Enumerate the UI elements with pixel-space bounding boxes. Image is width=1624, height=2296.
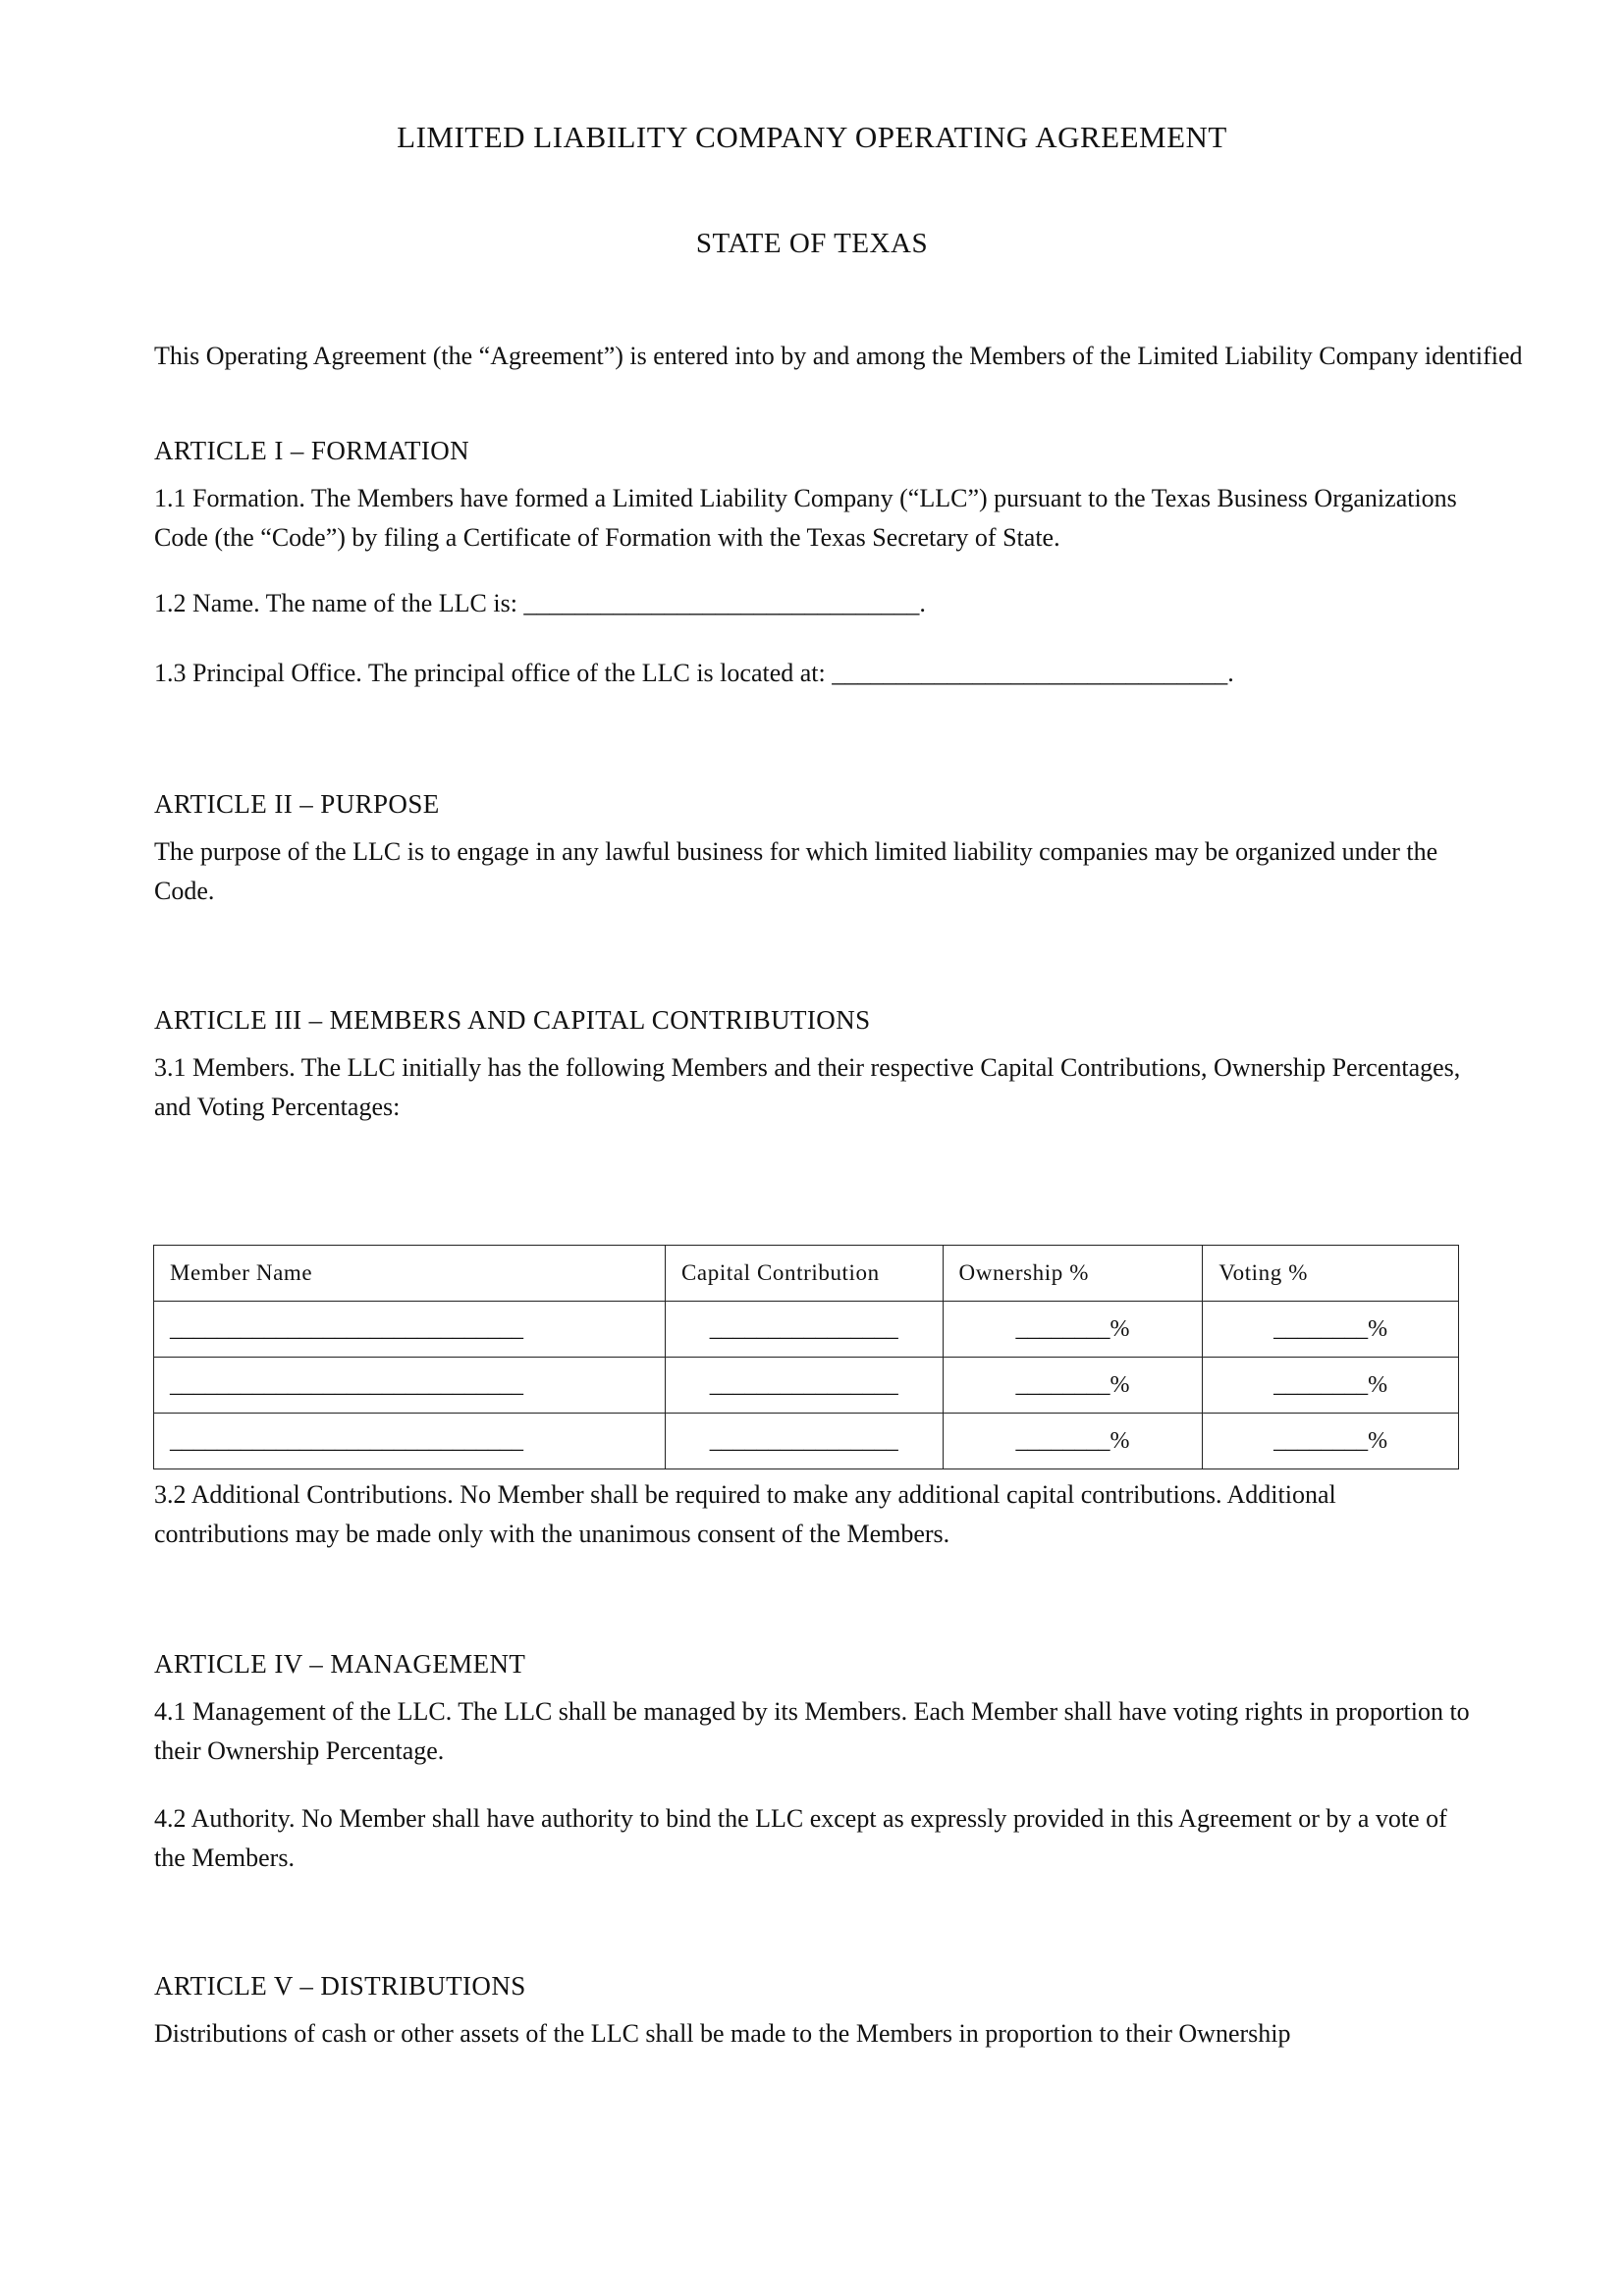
ownership-cell: ________% xyxy=(943,1414,1203,1469)
section-1-3-line: 1.3 Principal Office. The principal office of the LLC is located at: _______________________________. xyxy=(154,659,1234,687)
capital-contribution-cell: ________________ xyxy=(665,1414,943,1469)
article-1-heading: ARTICLE I – FORMATION xyxy=(154,436,470,465)
ownership-cell: ________% xyxy=(943,1358,1203,1414)
section-1-1-paragraph: 1.1 Formation. The Members have formed a Limited Liability Company (“LLC”) pursuant to the Texas Business Organizations Code (the “Code”) by filing a Certificate of Formation with the Texas Secretary of State. xyxy=(154,484,1457,552)
header-capital-contribution: Capital Contribution xyxy=(665,1246,943,1302)
table-row xyxy=(154,1302,1459,1358)
table-header-row xyxy=(154,1246,1459,1302)
intro-paragraph: This Operating Agreement (the “Agreement”) is entered into by and among the Members of the Limited Liability Company identified xyxy=(154,342,1523,370)
header-member-name: Member Name xyxy=(154,1246,666,1302)
table-row xyxy=(154,1414,1459,1469)
section-4-2-paragraph: 4.2 Authority. No Member shall have authority to bind the LLC except as expressly provided in this Agreement or by a vote of the Members. xyxy=(154,1804,1447,1872)
capital-contribution-cell: ________________ xyxy=(665,1302,943,1358)
section-4-1-paragraph: 4.1 Management of the LLC. The LLC shall be managed by its Members. Each Member shall have voting rights in proportion to their Ownership Percentage. xyxy=(154,1697,1470,1765)
header-voting: Voting % xyxy=(1203,1246,1459,1302)
table-row xyxy=(154,1358,1459,1414)
header-ownership: Ownership % xyxy=(943,1246,1203,1302)
ownership-cell: ________% xyxy=(943,1302,1203,1358)
member-name-cell: ______________________________ xyxy=(154,1358,666,1414)
voting-cell: ________% xyxy=(1203,1358,1459,1414)
member-name-cell: ______________________________ xyxy=(154,1414,666,1469)
voting-cell: ________% xyxy=(1203,1302,1459,1358)
members-table xyxy=(153,1245,1459,1469)
article-4-heading: ARTICLE IV – MANAGEMENT xyxy=(154,1649,526,1679)
section-3-2-paragraph: 3.2 Additional Contributions. No Member shall be required to make any additional capital contributions. Additional contributions may be made only with the unanimous consent of the Members. xyxy=(154,1480,1336,1548)
article-3-heading: ARTICLE III – MEMBERS AND CAPITAL CONTRIBUTIONS xyxy=(154,1005,871,1035)
article-2-paragraph: The purpose of the LLC is to engage in any lawful business for which limited liability companies may be organized under the Code. xyxy=(154,837,1438,905)
article-5-paragraph: Distributions of cash or other assets of the LLC shall be made to the Members in proportion to their Ownership xyxy=(154,2019,1291,2048)
article-5-heading: ARTICLE V – DISTRIBUTIONS xyxy=(154,1971,526,2001)
voting-cell: ________% xyxy=(1203,1414,1459,1469)
section-1-2-line: 1.2 Name. The name of the LLC is: _______________________________. xyxy=(154,589,926,617)
section-3-1-paragraph: 3.1 Members. The LLC initially has the following Members and their respective Capital Contributions, Ownership Percentages, and Voting Percentages: xyxy=(154,1053,1461,1121)
member-name-cell: ______________________________ xyxy=(154,1302,666,1358)
article-2-heading: ARTICLE II – PURPOSE xyxy=(154,789,440,819)
document-subtitle: STATE OF TEXAS xyxy=(695,228,929,259)
document-title: LIMITED LIABILITY COMPANY OPERATING AGREEMENT xyxy=(397,120,1227,154)
capital-contribution-cell: ________________ xyxy=(665,1358,943,1414)
